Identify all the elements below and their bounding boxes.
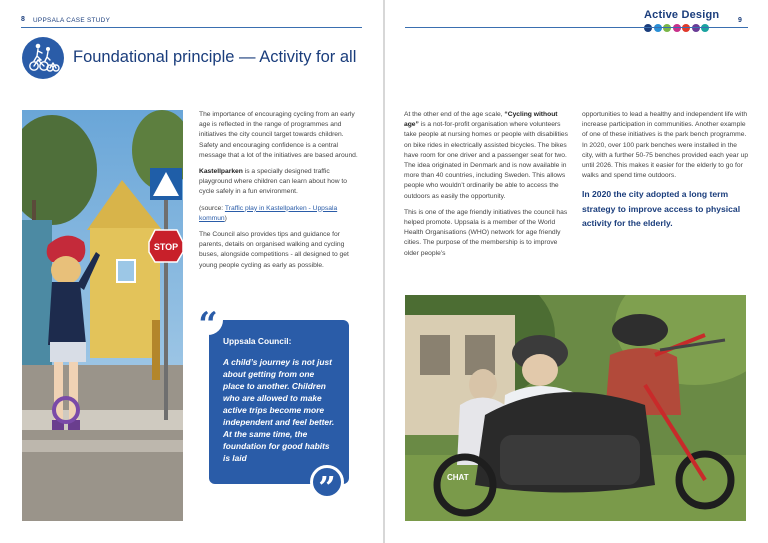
- brand-dot: [673, 24, 681, 32]
- brand-dot: [701, 24, 709, 32]
- brand-dot: [692, 24, 700, 32]
- right-col-2: [582, 110, 750, 231]
- paragraph-cycling-without-age: [404, 110, 572, 202]
- cwa-bold: “Cycling without age”: [404, 111, 558, 129]
- paragraph-council: The Council also provides tips and guidance for parents, details on organised walking and cycling buses, alongside competitions - all designed to get young people cycling as early as possible.: [199, 231, 349, 269]
- trishaw-badge-text: CHAT: [447, 473, 469, 482]
- paragraph-source: [199, 204, 362, 224]
- brand-dot: [682, 24, 690, 32]
- quote-open-icon: “: [193, 305, 223, 335]
- kastellparken-bold: Kastellparken: [199, 168, 243, 176]
- brand-dots: [644, 24, 709, 32]
- kastellparken-text: is a specially designed traffic playground where children can learn about how to cycle safely in a fun environment.: [199, 168, 347, 196]
- paragraph-age-friendly: This is one of the age friendly initiatives the council has helped promote. Uppsala is a member of the World Health Organisations (WHO) network for age friendly cities. The purpose of the membership is to improve older people’s: [404, 208, 568, 257]
- paragraph-benches: opportunities to lead a healthy and independent life with increase participation in communities. Another example of one of these initiatives is the park bench programme. In 2020, over 100 park benches were installed in the city, with a further 50-75 benches provided each year up until 2026. This makes it easier for the elderly to go for walks and spend time outdoors.: [582, 111, 749, 180]
- quote-close-icon: ”: [310, 465, 344, 499]
- source-suffix: ): [224, 214, 227, 222]
- left-header: [21, 13, 362, 28]
- child-cycling-photo: [22, 110, 183, 521]
- highlight-statement: In 2020 the city adopted a long term strategy to improve access to physical activity for the elderly.: [582, 189, 741, 229]
- left-page: [0, 0, 383, 543]
- family-cycling-icon: [22, 37, 64, 79]
- brand-dot: [663, 24, 671, 32]
- stop-sign-text: STOP: [153, 242, 179, 252]
- elderly-trishaw-photo: [405, 295, 746, 521]
- right-col-1: [404, 110, 572, 265]
- quote-text: A child’s journey is not just about getting from one place to another. Children who are allowed to make active trips become more independent and feel better. At the same time, the foundation for good habits is laid: [223, 357, 335, 463]
- source-prefix: (source:: [199, 204, 225, 212]
- brand-dot: [654, 24, 662, 32]
- right-page: [385, 0, 768, 543]
- brand-dot: [644, 24, 652, 32]
- quote-label: Uppsala Council:: [223, 336, 292, 346]
- running-head: UPPSALA CASE STUDY: [33, 16, 111, 24]
- right-header-rule: [405, 27, 748, 28]
- cwa-prefix: At the other end of the age scale,: [404, 111, 505, 118]
- brand-logo-text: Active Design: [644, 9, 720, 21]
- paragraph-intro: The importance of encouraging cycling from an early age is reflected in the range of programmes and initiatives the city council target towards children. Safety and encouraging confidence is a central message that a lot of the initiatives are based around.: [199, 111, 358, 159]
- left-body-text: [199, 110, 362, 277]
- page-title: Foundational principle — Activity for all: [73, 48, 357, 66]
- cwa-text: is a not-for-profit organisation where volunteers take people at nursing homes or people with disabilities on bike rides in electrically assisted bicycles. The bikes have room for one driver and a passenger seat for two. The idea originated in Denmark and is now available in more than 40 countries, including Sweden. This allows people who wouldn’t ordinarily be able to access the outdoors as easily the opportunity.: [404, 121, 568, 200]
- quote-box: [209, 320, 349, 484]
- page-number-right: 9: [738, 17, 742, 24]
- page-number-left: 8: [21, 16, 25, 23]
- paragraph-kastellparken: [199, 167, 362, 198]
- kastellparken-link[interactable]: Traffic play in Kastellparken - Uppsala kommun: [199, 204, 338, 222]
